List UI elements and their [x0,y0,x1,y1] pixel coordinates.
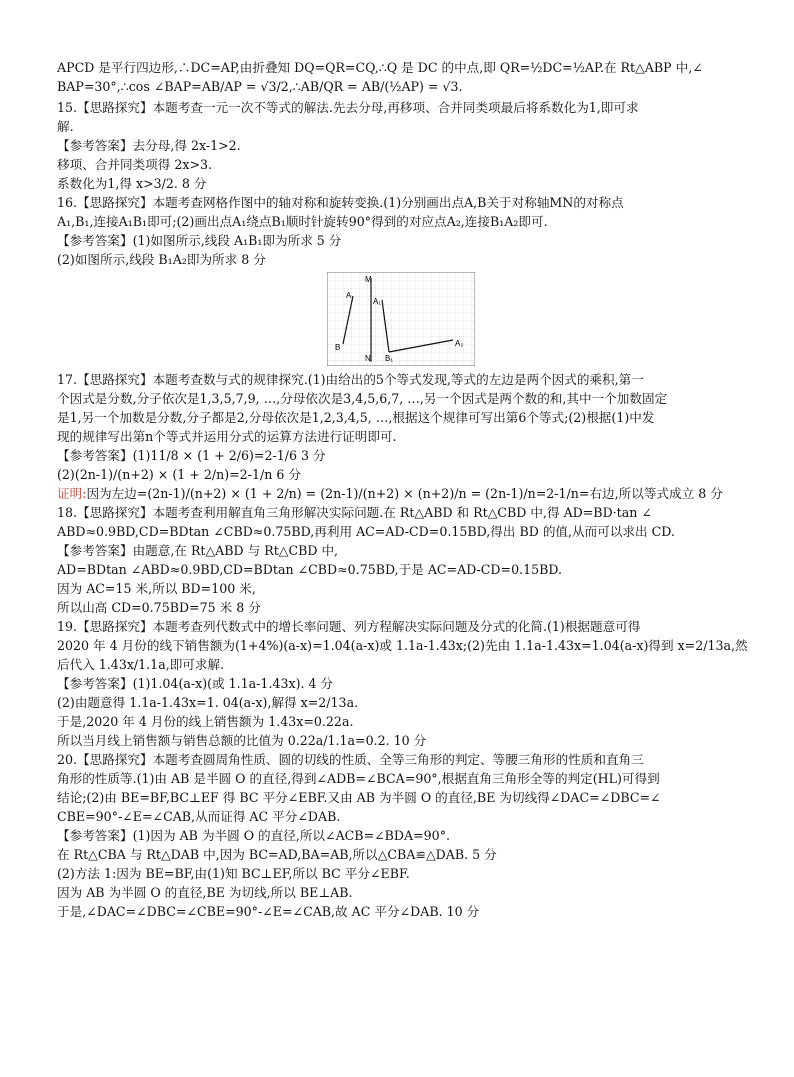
text-line: BAP=30°,∴cos ∠BAP=AB/AP = √3/2,∴AB/QR = AB/(½AP) = √3. [57,79,463,94]
q15-answer: 移项、合并同类项得 2x>3. [57,157,213,172]
q20-answer: 因为 AB 为半圆 O 的直径,BE 为切线,所以 BE⊥AB. [57,885,353,900]
q15-analysis: 解. [57,119,74,134]
q19-answer: 于是,2020 年 4 月份的线上销售额为 1.43x=0.22a. [57,714,354,729]
q18-answer: AD=BDtan ∠ABD≈0.9BD,CD=BDtan ∠CBD≈0.75BD,于是 AC=AD-CD=0.15BD. [57,562,563,577]
label-a: A [346,291,352,300]
label-n: N [365,354,371,363]
q19-answer: 【参考答案】(1)1.04(a-x)(或 1.1a-1.43x). 4 分 [57,676,334,691]
text-line: APCD 是平行四边形,∴DC=AP,由折叠知 DQ=QR=CQ,∴Q 是 DC 的中点,即 QR=½DC=½AP.在 Rt△ABP 中,∠ [57,60,703,75]
q18-answer: 因为 AC=15 米,所以 BD=100 米, [57,581,256,596]
q20-answer: 【参考答案】(1)因为 AB 为半圆 O 的直径,所以∠ACB=∠BDA=90°. [57,828,450,843]
q17-analysis: 17.【思路探究】本题考查数与式的规律探究.(1)由给出的5个等式发现,等式的左边是两个因式的乘积,第一 [57,372,644,387]
answer-page [57,58,757,921]
q18-answer: 所以山高 CD=0.75BD=75 米 8 分 [57,600,261,615]
q16-analysis: A₁,B₁,连接A₁B₁即可;(2)画出点A₁绕点B₁顺时针旋转90°得到的对应点A₂,连接B₁A₂即可. [57,214,548,229]
label-b: B [335,343,341,352]
q17-analysis: 现的规律写出第n个等式并运用分式的运算方法进行证明即可. [57,429,397,444]
q17-analysis: 个因式是分数,分子依次是1,3,5,7,9, …,分母依次是3,4,5,6,7, …,另一个因式是两个数的和,其中一个加数固定 [57,391,668,406]
q18-analysis: 18.【思路探究】本题考查利用解直角三角形解决实际问题.在 Rt△ABD 和 Rt△CBD 中,得 AD=BD·tan ∠ [57,505,652,520]
q20-answer: 在 Rt△CBA 与 Rt△DAB 中,因为 BC=AD,BA=AB,所以△CBA≌△DAB. 5 分 [57,847,497,862]
q20-answer: 于是,∠DAC=∠DBC=∠CBE=90°-∠E=∠CAB,故 AC 平分∠DAB. 10 分 [57,904,480,919]
label-m: M [365,275,372,284]
q20-analysis: 角形的性质等.(1)由 AB 是半圆 O 的直径,得到∠ADB=∠BCA=90°,根据直角三角形全等的判定(HL)可得到 [57,771,660,786]
q17-answer: (2)(2n-1)/(n+2) × (1 + 2/n)=2-1/n 6 分 [57,467,301,482]
q15-answer: 系数化为1,得 x>3/2. 8 分 [57,176,207,191]
q17-analysis: 是1,另一个加数是分数,分子都是2,分母依次是1,2,3,4,5, …,根据这个规律可写出第6个等式;(2)根据(1)中发 [57,410,655,425]
grid-background [327,272,475,366]
q17-proof [57,484,757,503]
q16-answer: 【参考答案】(1)如图所示,线段 A₁B₁即为所求 5 分 [57,233,342,248]
label-b1: B₁ [385,354,394,363]
q19-analysis: 2020 年 4 月份的线下销售额为(1+4%)(a-x)=1.04(a-x)或 1.1a-1.43x;(2)先由 1.1a-1.43x=1.04(a-x)得到 x=2/13a,然 [57,638,748,653]
proof-text: 因为左边=(2n-1)/(n+2) × (1 + 2/n) = (2n-1)/(n+2) × (n+2)/n = (2n-1)/n=2-1/n=右边,所以等式成立 8 分 [86,486,723,501]
q19-analysis: 19.【思路探究】本题考查列代数式中的增长率问题、列方程解决实际问题及分式的化简.(1)根据题意可得 [57,619,641,634]
q18-analysis: ABD≈0.9BD,CD=BDtan ∠CBD≈0.75BD,再利用 AC=AD-CD=0.15BD,得出 BD 的值,从而可以求出 CD. [57,524,675,539]
q20-analysis: 20.【思路探究】本题考查圆周角性质、圆的切线的性质、全等三角形的判定、等腰三角形的性质和直角三 [57,752,644,767]
grid-figure [327,272,475,366]
q20-analysis: CBE=90°-∠E=∠CAB,从而证得 AC 平分∠DAB. [57,809,341,824]
proof-label: 证明: [57,486,87,501]
q16-analysis: 16.【思路探究】本题考查网格作图中的轴对称和旋转变换.(1)分别画出点A,B关于对称轴MN的对称点 [57,195,624,210]
q19-analysis: 后代入 1.43x/1.1a,即可求解. [57,657,225,672]
grid-figure-svg [327,272,475,366]
q19-answer: 所以当月线上销售额与销售总额的比值为 0.22a/1.1a=0.2. 10 分 [57,733,427,748]
q20-answer: (2)方法 1:因为 BE=BF,由(1)知 BC⊥EF,所以 BC 平分∠EBF. [57,866,410,881]
label-a2: A₂ [455,339,464,348]
q16-answer: (2)如图所示,线段 B₁A₂即为所求 8 分 [57,252,266,267]
q18-answer: 【参考答案】由题意,在 Rt△ABD 与 Rt△CBD 中, [57,543,339,558]
q20-analysis: 结论;(2)由 BE=BF,BC⊥EF 得 BC 平分∠EBF.又由 AB 为半圆 O 的直径,BE 为切线得∠DAC=∠DBC=∠ [57,790,661,805]
q15-analysis: 15.【思路探究】本题考查一元一次不等式的解法.先去分母,再移项、合并同类项最后将系数化为1,即可求 [57,100,639,115]
label-a1: A₁ [373,297,382,306]
q15-answer: 【参考答案】去分母,得 2x-1>2. [57,138,241,153]
q19-answer: (2)由题意得 1.1a-1.43x=1. 04(a-x),解得 x=2/13a. [57,695,359,710]
q17-answer: 【参考答案】(1)11/8 × (1 + 2/6)=2-1/6 3 分 [57,448,326,463]
